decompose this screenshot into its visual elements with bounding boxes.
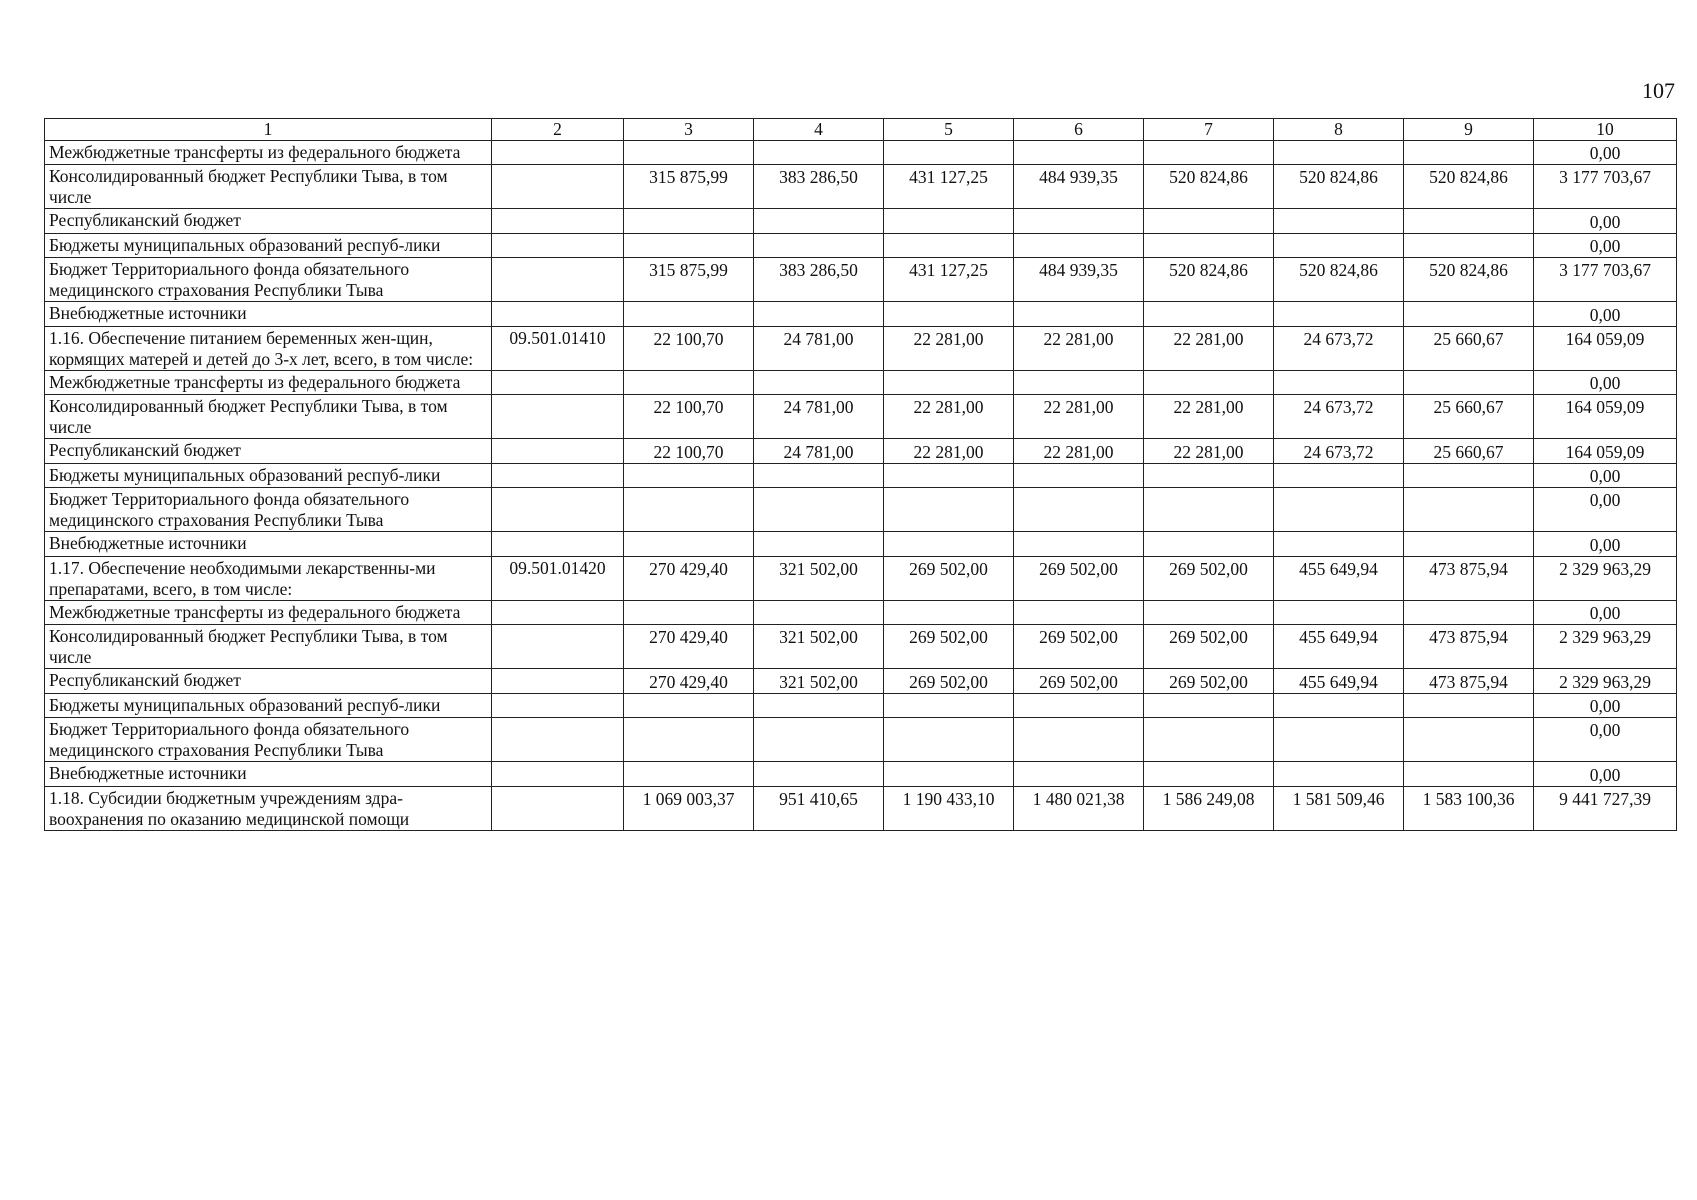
- year-value-cell: 520 824,86: [1404, 165, 1534, 209]
- year-value-cell: [884, 532, 1014, 557]
- row-total-cell: 0,00: [1534, 488, 1677, 532]
- header-cell: 9: [1404, 119, 1534, 141]
- year-value-cell: [1014, 488, 1144, 532]
- year-value-cell: [1144, 371, 1274, 395]
- year-value-cell: 22 100,70: [624, 395, 754, 439]
- year-value-cell: [1404, 464, 1534, 488]
- year-value-cell: [1404, 488, 1534, 532]
- year-value-cell: 1 586 249,08: [1144, 787, 1274, 831]
- table-row: [45, 557, 1677, 601]
- year-value-cell: 383 286,50: [754, 165, 884, 209]
- year-value-cell: [1144, 718, 1274, 762]
- row-total-cell: 0,00: [1534, 302, 1677, 327]
- year-value-cell: [1404, 371, 1534, 395]
- year-value-cell: [754, 209, 884, 234]
- year-value-cell: [1014, 694, 1144, 718]
- year-value-cell: [624, 762, 754, 787]
- year-value-cell: 24 673,72: [1274, 327, 1404, 371]
- year-value-cell: [1274, 532, 1404, 557]
- year-value-cell: [624, 488, 754, 532]
- year-value-cell: 22 100,70: [624, 327, 754, 371]
- year-value-cell: 321 502,00: [754, 557, 884, 601]
- year-value-cell: 270 429,40: [624, 625, 754, 669]
- year-value-cell: [1274, 762, 1404, 787]
- row-total-cell: 164 059,09: [1534, 327, 1677, 371]
- year-value-cell: [1144, 532, 1274, 557]
- row-total-cell: 3 177 703,67: [1534, 258, 1677, 302]
- row-code-cell: [492, 762, 624, 787]
- row-total-cell: 2 329 963,29: [1534, 669, 1677, 694]
- year-value-cell: 22 281,00: [1144, 327, 1274, 371]
- year-value-cell: 269 502,00: [1144, 669, 1274, 694]
- row-name-cell: Внебюджетные источники: [45, 302, 492, 327]
- year-value-cell: 269 502,00: [1014, 625, 1144, 669]
- year-value-cell: 1 583 100,36: [1404, 787, 1534, 831]
- row-code-cell: [492, 718, 624, 762]
- year-value-cell: 22 281,00: [1014, 327, 1144, 371]
- year-value-cell: [624, 302, 754, 327]
- row-total-cell: 0,00: [1534, 532, 1677, 557]
- year-value-cell: 321 502,00: [754, 625, 884, 669]
- year-value-cell: [754, 302, 884, 327]
- year-value-cell: [1144, 234, 1274, 258]
- year-value-cell: [884, 718, 1014, 762]
- year-value-cell: [1014, 601, 1144, 625]
- table-row: [45, 395, 1677, 439]
- header-cell: 7: [1144, 119, 1274, 141]
- year-value-cell: 24 781,00: [754, 439, 884, 464]
- row-code-cell: 09.501.01410: [492, 327, 624, 371]
- table-row: [45, 669, 1677, 694]
- row-total-cell: 0,00: [1534, 209, 1677, 234]
- year-value-cell: [624, 464, 754, 488]
- header-cell: 1: [45, 119, 492, 141]
- year-value-cell: [1274, 464, 1404, 488]
- row-code-cell: [492, 141, 624, 165]
- row-name-cell: Республиканский бюджет: [45, 439, 492, 464]
- year-value-cell: 315 875,99: [624, 258, 754, 302]
- row-name-cell: Консолидированный бюджет Республики Тыва, в том числе: [45, 625, 492, 669]
- year-value-cell: [1404, 601, 1534, 625]
- table-row: [45, 625, 1677, 669]
- year-value-cell: [754, 694, 884, 718]
- header-cell: 10: [1534, 119, 1677, 141]
- table-row: [45, 258, 1677, 302]
- table-row: [45, 141, 1677, 165]
- year-value-cell: [1014, 141, 1144, 165]
- row-total-cell: 2 329 963,29: [1534, 625, 1677, 669]
- year-value-cell: 24 673,72: [1274, 439, 1404, 464]
- year-value-cell: 22 281,00: [1144, 439, 1274, 464]
- year-value-cell: 431 127,25: [884, 165, 1014, 209]
- year-value-cell: [884, 464, 1014, 488]
- table-row: [45, 209, 1677, 234]
- row-code-cell: [492, 234, 624, 258]
- year-value-cell: [1404, 532, 1534, 557]
- row-name-cell: Республиканский бюджет: [45, 669, 492, 694]
- row-name-cell: Республиканский бюджет: [45, 209, 492, 234]
- year-value-cell: 22 281,00: [884, 395, 1014, 439]
- row-code-cell: [492, 464, 624, 488]
- table-row: [45, 718, 1677, 762]
- row-name-cell: Межбюджетные трансферты из федерального бюджета: [45, 601, 492, 625]
- year-value-cell: 22 281,00: [1014, 439, 1144, 464]
- year-value-cell: [1144, 141, 1274, 165]
- row-total-cell: 3 177 703,67: [1534, 165, 1677, 209]
- header-cell: 6: [1014, 119, 1144, 141]
- year-value-cell: 24 781,00: [754, 327, 884, 371]
- row-code-cell: [492, 488, 624, 532]
- year-value-cell: [1274, 371, 1404, 395]
- year-value-cell: [624, 532, 754, 557]
- year-value-cell: [1274, 718, 1404, 762]
- year-value-cell: 25 660,67: [1404, 327, 1534, 371]
- year-value-cell: 270 429,40: [624, 669, 754, 694]
- year-value-cell: 951 410,65: [754, 787, 884, 831]
- year-value-cell: [1014, 464, 1144, 488]
- year-value-cell: 1 480 021,38: [1014, 787, 1144, 831]
- year-value-cell: 269 502,00: [884, 557, 1014, 601]
- year-value-cell: [1404, 234, 1534, 258]
- year-value-cell: [1144, 209, 1274, 234]
- year-value-cell: 22 281,00: [1144, 395, 1274, 439]
- row-name-cell: Консолидированный бюджет Республики Тыва, в том числе: [45, 395, 492, 439]
- row-name-cell: 1.18. Субсидии бюджетным учреждениям здра-воохранения по оказанию медицинской помощи: [45, 787, 492, 831]
- year-value-cell: [884, 209, 1014, 234]
- year-value-cell: [1404, 141, 1534, 165]
- row-name-cell: 1.16. Обеспечение питанием беременных жен-щин, кормящих матерей и детей до 3-х лет, всего, в том числе:: [45, 327, 492, 371]
- row-total-cell: 0,00: [1534, 601, 1677, 625]
- page-number: 107: [1642, 78, 1675, 103]
- year-value-cell: [624, 718, 754, 762]
- year-value-cell: [1274, 488, 1404, 532]
- year-value-cell: 315 875,99: [624, 165, 754, 209]
- table-row: [45, 327, 1677, 371]
- row-code-cell: [492, 694, 624, 718]
- year-value-cell: [884, 601, 1014, 625]
- row-name-cell: Бюджеты муниципальных образований респуб-лики: [45, 464, 492, 488]
- row-name-cell: Внебюджетные источники: [45, 532, 492, 557]
- row-code-cell: [492, 439, 624, 464]
- row-code-cell: [492, 302, 624, 327]
- year-value-cell: [1014, 762, 1144, 787]
- table-row: [45, 787, 1677, 831]
- year-value-cell: 22 281,00: [884, 439, 1014, 464]
- year-value-cell: 484 939,35: [1014, 165, 1144, 209]
- year-value-cell: [1404, 302, 1534, 327]
- row-code-cell: [492, 601, 624, 625]
- table-header: [45, 119, 1677, 141]
- year-value-cell: [1144, 464, 1274, 488]
- year-value-cell: [1144, 488, 1274, 532]
- year-value-cell: [1274, 302, 1404, 327]
- year-value-cell: [754, 234, 884, 258]
- year-value-cell: [1404, 694, 1534, 718]
- header-cell: 5: [884, 119, 1014, 141]
- year-value-cell: 269 502,00: [1014, 669, 1144, 694]
- table-row: [45, 694, 1677, 718]
- table-row: [45, 165, 1677, 209]
- row-name-cell: 1.17. Обеспечение необходимыми лекарственны-ми препаратами, всего, в том числе:: [45, 557, 492, 601]
- year-value-cell: 455 649,94: [1274, 669, 1404, 694]
- year-value-cell: 22 100,70: [624, 439, 754, 464]
- year-value-cell: [754, 141, 884, 165]
- year-value-cell: 269 502,00: [1144, 625, 1274, 669]
- header-cell: 3: [624, 119, 754, 141]
- row-name-cell: Бюджет Территориального фонда обязательного медицинского страхования Республики Тыва: [45, 258, 492, 302]
- row-name-cell: Бюджет Территориального фонда обязательного медицинского страхования Республики Тыва: [45, 718, 492, 762]
- row-name-cell: Бюджеты муниципальных образований респуб-лики: [45, 694, 492, 718]
- year-value-cell: [884, 141, 1014, 165]
- year-value-cell: 473 875,94: [1404, 625, 1534, 669]
- table-row: [45, 601, 1677, 625]
- row-name-cell: Внебюджетные источники: [45, 762, 492, 787]
- year-value-cell: [624, 371, 754, 395]
- row-total-cell: 0,00: [1534, 464, 1677, 488]
- year-value-cell: [754, 532, 884, 557]
- year-value-cell: [754, 488, 884, 532]
- table-row: [45, 302, 1677, 327]
- row-code-cell: [492, 395, 624, 439]
- year-value-cell: [754, 762, 884, 787]
- table-row: [45, 464, 1677, 488]
- year-value-cell: 24 781,00: [754, 395, 884, 439]
- year-value-cell: [624, 141, 754, 165]
- table-row: [45, 488, 1677, 532]
- year-value-cell: [1404, 209, 1534, 234]
- year-value-cell: 1 581 509,46: [1274, 787, 1404, 831]
- row-total-cell: 0,00: [1534, 371, 1677, 395]
- year-value-cell: [884, 694, 1014, 718]
- row-code-cell: 09.501.01420: [492, 557, 624, 601]
- year-value-cell: [1014, 532, 1144, 557]
- year-value-cell: 455 649,94: [1274, 625, 1404, 669]
- year-value-cell: [754, 601, 884, 625]
- year-value-cell: [1014, 234, 1144, 258]
- year-value-cell: 520 824,86: [1144, 258, 1274, 302]
- row-code-cell: [492, 787, 624, 831]
- row-total-cell: 0,00: [1534, 762, 1677, 787]
- header-row: [45, 119, 1677, 141]
- row-code-cell: [492, 532, 624, 557]
- table-row: [45, 371, 1677, 395]
- row-total-cell: 164 059,09: [1534, 395, 1677, 439]
- row-total-cell: 0,00: [1534, 141, 1677, 165]
- row-total-cell: 9 441 727,39: [1534, 787, 1677, 831]
- year-value-cell: 520 824,86: [1274, 165, 1404, 209]
- row-code-cell: [492, 258, 624, 302]
- year-value-cell: [754, 718, 884, 762]
- row-total-cell: 0,00: [1534, 718, 1677, 762]
- year-value-cell: [754, 371, 884, 395]
- year-value-cell: [1144, 694, 1274, 718]
- budget-table: [44, 118, 1677, 831]
- row-name-cell: Бюджеты муниципальных образований респуб-лики: [45, 234, 492, 258]
- header-cell: 8: [1274, 119, 1404, 141]
- year-value-cell: [624, 601, 754, 625]
- row-total-cell: 2 329 963,29: [1534, 557, 1677, 601]
- year-value-cell: 25 660,67: [1404, 439, 1534, 464]
- year-value-cell: [1404, 718, 1534, 762]
- year-value-cell: 25 660,67: [1404, 395, 1534, 439]
- year-value-cell: 24 673,72: [1274, 395, 1404, 439]
- year-value-cell: 270 429,40: [624, 557, 754, 601]
- year-value-cell: [1274, 141, 1404, 165]
- year-value-cell: 520 824,86: [1274, 258, 1404, 302]
- row-code-cell: [492, 165, 624, 209]
- year-value-cell: 269 502,00: [884, 669, 1014, 694]
- table-row: [45, 762, 1677, 787]
- row-name-cell: Консолидированный бюджет Республики Тыва, в том числе: [45, 165, 492, 209]
- year-value-cell: 1 190 433,10: [884, 787, 1014, 831]
- year-value-cell: 520 824,86: [1404, 258, 1534, 302]
- header-cell: 2: [492, 119, 624, 141]
- row-name-cell: Межбюджетные трансферты из федерального бюджета: [45, 371, 492, 395]
- table-row: [45, 234, 1677, 258]
- year-value-cell: [624, 234, 754, 258]
- row-code-cell: [492, 371, 624, 395]
- row-code-cell: [492, 209, 624, 234]
- year-value-cell: 22 281,00: [1014, 395, 1144, 439]
- year-value-cell: [1014, 302, 1144, 327]
- year-value-cell: [1274, 209, 1404, 234]
- header-cell: 4: [754, 119, 884, 141]
- year-value-cell: 1 069 003,37: [624, 787, 754, 831]
- row-code-cell: [492, 669, 624, 694]
- row-code-cell: [492, 625, 624, 669]
- table-row: [45, 532, 1677, 557]
- year-value-cell: [1014, 209, 1144, 234]
- year-value-cell: 269 502,00: [1014, 557, 1144, 601]
- year-value-cell: [884, 234, 1014, 258]
- year-value-cell: [754, 464, 884, 488]
- year-value-cell: [1014, 371, 1144, 395]
- table-body: [45, 141, 1677, 831]
- row-total-cell: 164 059,09: [1534, 439, 1677, 464]
- year-value-cell: [884, 302, 1014, 327]
- year-value-cell: 431 127,25: [884, 258, 1014, 302]
- year-value-cell: 321 502,00: [754, 669, 884, 694]
- year-value-cell: [884, 762, 1014, 787]
- year-value-cell: [1144, 762, 1274, 787]
- year-value-cell: 473 875,94: [1404, 557, 1534, 601]
- year-value-cell: 269 502,00: [884, 625, 1014, 669]
- year-value-cell: 520 824,86: [1144, 165, 1274, 209]
- year-value-cell: [1014, 718, 1144, 762]
- year-value-cell: [884, 488, 1014, 532]
- year-value-cell: [1274, 601, 1404, 625]
- year-value-cell: [1274, 694, 1404, 718]
- year-value-cell: [1404, 762, 1534, 787]
- year-value-cell: 22 281,00: [884, 327, 1014, 371]
- year-value-cell: 473 875,94: [1404, 669, 1534, 694]
- year-value-cell: [1144, 302, 1274, 327]
- year-value-cell: 455 649,94: [1274, 557, 1404, 601]
- row-name-cell: Бюджет Территориального фонда обязательного медицинского страхования Республики Тыва: [45, 488, 492, 532]
- year-value-cell: [624, 694, 754, 718]
- row-total-cell: 0,00: [1534, 234, 1677, 258]
- row-total-cell: 0,00: [1534, 694, 1677, 718]
- year-value-cell: 484 939,35: [1014, 258, 1144, 302]
- year-value-cell: 383 286,50: [754, 258, 884, 302]
- year-value-cell: [624, 209, 754, 234]
- table-row: [45, 439, 1677, 464]
- row-name-cell: Межбюджетные трансферты из федерального бюджета: [45, 141, 492, 165]
- year-value-cell: [1144, 601, 1274, 625]
- budget-table-container: [44, 118, 1676, 831]
- year-value-cell: 269 502,00: [1144, 557, 1274, 601]
- year-value-cell: [884, 371, 1014, 395]
- year-value-cell: [1274, 234, 1404, 258]
